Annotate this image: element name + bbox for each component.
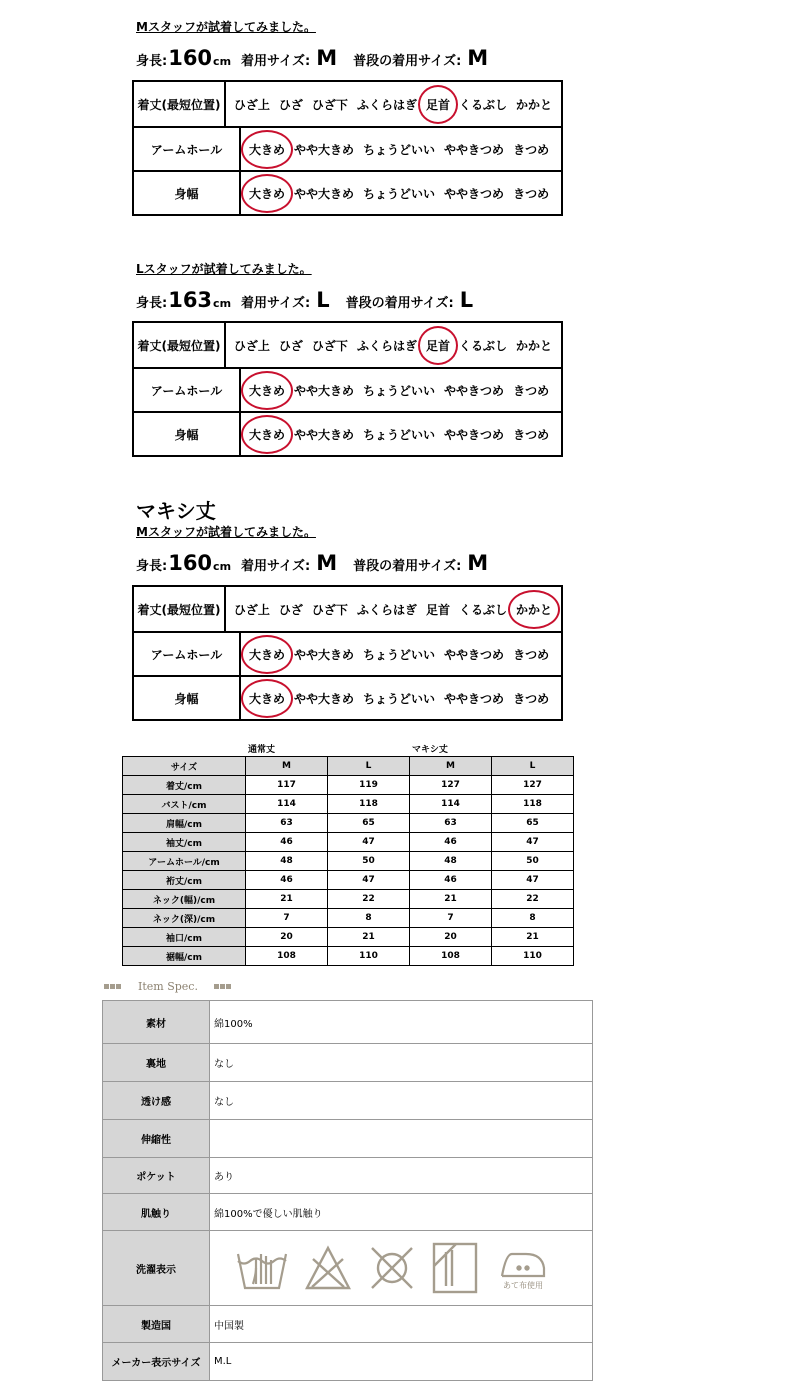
size-group-normal: 通常丈 (248, 745, 276, 755)
size-chart-body (123, 776, 574, 966)
spec-row (103, 1231, 593, 1306)
size-row-label: 袖口/cm (123, 928, 246, 947)
spec-row (103, 1001, 593, 1044)
staff-title: Lスタッフが試着してみました。 (136, 262, 312, 276)
fit-row-label: 着丈(最短位置) (134, 587, 226, 631)
size-header-cell: サイズ (123, 757, 246, 776)
fit-option: きつめ (513, 647, 550, 662)
size-chart-row (123, 909, 574, 928)
maxi-heading: マキシ丈 (136, 499, 216, 523)
size-value-cell: 20 (246, 928, 328, 947)
size-chart-row (123, 776, 574, 795)
fit-row (134, 170, 561, 214)
size-value-cell: 65 (328, 814, 410, 833)
size-label: 着用サイズ: (241, 296, 311, 311)
fit-option: ややきつめ (444, 691, 505, 706)
height-label: 身長: (136, 559, 168, 574)
size-value-cell: 114 (410, 795, 492, 814)
fit-row-label: 着丈(最短位置) (134, 323, 226, 367)
fit-row (134, 126, 561, 170)
size-chart-row (123, 814, 574, 833)
spec-row (103, 1306, 593, 1343)
size-value-cell: 46 (246, 833, 328, 852)
fit-row (134, 82, 561, 126)
fit-option: ひざ下 (311, 338, 348, 353)
size-value-cell: 20 (410, 928, 492, 947)
fit-option-selected: 大きめ (249, 427, 286, 442)
fit-option: ちょうどいい (363, 186, 436, 201)
usual-size-value: M (467, 46, 489, 70)
size-value-cell: 46 (410, 833, 492, 852)
spec-row (103, 1343, 593, 1381)
size-row-label: バスト/cm (123, 795, 246, 814)
fit-row (134, 587, 561, 631)
size-chart-row (123, 928, 574, 947)
fit-option: ひざ下 (311, 97, 348, 112)
fit-option: くるぶし (458, 602, 507, 617)
size-row-label: ネック(幅)/cm (123, 890, 246, 909)
line-dry-shade-icon (432, 1242, 478, 1294)
fit-row (134, 631, 561, 675)
fit-table (132, 321, 563, 457)
size-value-cell: 7 (246, 909, 328, 928)
size-row-label: 着丈/cm (123, 776, 246, 795)
spec-value: なし (210, 1082, 593, 1120)
size-value-cell: 47 (328, 833, 410, 852)
no-bleach-icon (304, 1245, 352, 1291)
size-value-cell: 118 (492, 795, 574, 814)
fit-option: やや大きめ (294, 142, 355, 157)
spec-label: 素材 (103, 1001, 210, 1044)
size-value-cell: 118 (328, 795, 410, 814)
fit-option: ひざ (278, 602, 303, 617)
size-chart-header-row (123, 757, 574, 776)
size-header-cell: L (328, 757, 410, 776)
fit-option: きつめ (513, 186, 550, 201)
fit-options (226, 82, 561, 126)
square-icon (104, 984, 109, 989)
usual-size-label: 普段の着用サイズ: (353, 54, 462, 69)
iron-caption: あて布使用 (503, 1280, 543, 1290)
size-value-cell: 48 (410, 852, 492, 871)
measurement-line (136, 288, 474, 312)
size-value-cell: 8 (492, 909, 574, 928)
size-value-cell: 21 (410, 890, 492, 909)
height-label: 身長: (136, 296, 168, 311)
fit-options (241, 633, 561, 675)
size-row-label: 裾幅/cm (123, 947, 246, 966)
fit-option: やや大きめ (294, 691, 355, 706)
size-label: 着用サイズ: (241, 559, 311, 574)
spec-label: ポケット (103, 1158, 210, 1194)
fit-row-label: アームホール (134, 369, 241, 411)
size-value-cell: 46 (410, 871, 492, 890)
hand-wash-icon (236, 1244, 288, 1292)
fit-option-selected: 大きめ (249, 383, 286, 398)
size-value-cell: 114 (246, 795, 328, 814)
spec-row (103, 1158, 593, 1194)
fit-row (134, 675, 561, 719)
spec-label: 透け感 (103, 1082, 210, 1120)
spec-row (103, 1194, 593, 1231)
size-value-cell: 22 (492, 890, 574, 909)
spec-row (103, 1044, 593, 1082)
fit-option: ちょうどいい (363, 427, 436, 442)
fit-row (134, 323, 561, 367)
size-header-cell: M (410, 757, 492, 776)
fit-option: ふくらはぎ (356, 602, 417, 617)
spec-value: あり (210, 1158, 593, 1194)
square-icon (214, 984, 219, 989)
fit-option: くるぶし (458, 338, 507, 353)
usual-size-value: M (467, 551, 489, 575)
fit-option: きつめ (513, 142, 550, 157)
fit-option: 足首 (425, 602, 450, 617)
fit-options (226, 587, 561, 631)
size-chart-table (122, 756, 574, 966)
fit-row-label: 身幅 (134, 677, 241, 719)
size-value-cell: 108 (246, 947, 328, 966)
fit-option: ひざ上 (233, 97, 270, 112)
size-value-cell: 117 (246, 776, 328, 795)
fit-row (134, 367, 561, 411)
size-header-cell: L (492, 757, 574, 776)
fit-option: ひざ (278, 97, 303, 112)
fit-option: ふくらはぎ (356, 338, 417, 353)
spec-value (210, 1120, 593, 1158)
fit-option: ひざ上 (233, 602, 270, 617)
fit-row-label: アームホール (134, 633, 241, 675)
fit-option-selected: 大きめ (249, 142, 286, 157)
spec-label: 伸縮性 (103, 1120, 210, 1158)
height-unit: cm (213, 297, 232, 310)
size-value-cell: 127 (410, 776, 492, 795)
fit-option: きつめ (513, 427, 550, 442)
spec-label: 肌触り (103, 1194, 210, 1231)
iron-low-with-cloth-icon (498, 1246, 548, 1282)
size-value-cell: 50 (328, 852, 410, 871)
square-icon (116, 984, 121, 989)
fit-option: くるぶし (458, 97, 507, 112)
fit-option: ややきつめ (444, 647, 505, 662)
fit-option-selected: 大きめ (249, 647, 286, 662)
size-value-cell: 8 (328, 909, 410, 928)
fit-option-selected: かかと (515, 602, 552, 617)
spec-row (103, 1082, 593, 1120)
size-value-cell: 65 (492, 814, 574, 833)
size-row-label: 肩幅/cm (123, 814, 246, 833)
size-value-cell: 47 (492, 871, 574, 890)
size-row-label: ネック(深)/cm (123, 909, 246, 928)
size-value-cell: 108 (410, 947, 492, 966)
size-chart-row (123, 947, 574, 966)
square-icon (226, 984, 231, 989)
size-value: M (316, 46, 338, 70)
fit-options (241, 677, 561, 719)
fit-option: やや大きめ (294, 186, 355, 201)
square-icon (220, 984, 225, 989)
height-unit: cm (213, 55, 232, 68)
size-value-cell: 110 (328, 947, 410, 966)
fit-table (132, 80, 563, 216)
size-chart-row (123, 795, 574, 814)
fit-option: ふくらはぎ (356, 97, 417, 112)
care-icons-cell (210, 1231, 593, 1306)
fit-options (241, 172, 561, 214)
spec-value: 綿100%で優しい肌触り (210, 1194, 593, 1231)
size-value-cell: 47 (328, 871, 410, 890)
height-label: 身長: (136, 54, 168, 69)
height-value: 160 (168, 551, 213, 575)
size-group-maxi: マキシ丈 (412, 745, 448, 755)
size-label: 着用サイズ: (241, 54, 311, 69)
fit-options (241, 128, 561, 170)
usual-size-label: 普段の着用サイズ: (353, 559, 462, 574)
size-value: L (316, 288, 330, 312)
spec-value: M.L (210, 1343, 593, 1381)
fit-option-selected: 足首 (425, 97, 450, 112)
fit-options (241, 369, 561, 411)
spec-label: 製造国 (103, 1306, 210, 1343)
size-value-cell: 21 (328, 928, 410, 947)
fit-option: きつめ (513, 383, 550, 398)
size-chart-row (123, 852, 574, 871)
size-chart-row (123, 890, 574, 909)
usual-size-value: L (459, 288, 474, 312)
fit-row-label: 身幅 (134, 172, 241, 214)
fit-option: かかと (515, 97, 552, 112)
size-row-label: 裄丈/cm (123, 871, 246, 890)
fit-row-label: アームホール (134, 128, 241, 170)
measurement-line (136, 46, 489, 70)
size-value-cell: 48 (246, 852, 328, 871)
fit-option: やや大きめ (294, 647, 355, 662)
fit-option: やや大きめ (294, 427, 355, 442)
size-value: M (316, 551, 338, 575)
care-icons (210, 1242, 592, 1294)
fit-option: ひざ (278, 338, 303, 353)
item-spec-header (104, 980, 232, 993)
fit-row (134, 411, 561, 455)
fit-table (132, 585, 563, 721)
size-value-cell: 50 (492, 852, 574, 871)
spec-label: 裏地 (103, 1044, 210, 1082)
fit-option: ひざ上 (233, 338, 270, 353)
fit-option: ややきつめ (444, 186, 505, 201)
spec-value: 中国製 (210, 1306, 593, 1343)
size-value-cell: 127 (492, 776, 574, 795)
size-value-cell: 63 (246, 814, 328, 833)
fit-option: ちょうどいい (363, 142, 436, 157)
size-value-cell: 119 (328, 776, 410, 795)
height-unit: cm (213, 560, 232, 573)
fit-option: ややきつめ (444, 142, 505, 157)
fit-option: ひざ下 (311, 602, 348, 617)
square-icon (110, 984, 115, 989)
size-value-cell: 21 (492, 928, 574, 947)
size-chart-row (123, 833, 574, 852)
item-spec-title: Item Spec. (138, 980, 198, 993)
fit-option: ちょうどいい (363, 383, 436, 398)
size-row-label: アームホール/cm (123, 852, 246, 871)
staff-title: Mスタッフが試着してみました。 (136, 20, 316, 34)
spec-label: 洗濯表示 (103, 1231, 210, 1306)
fit-options (241, 413, 561, 455)
fit-option: ややきつめ (444, 427, 505, 442)
iron-group (498, 1246, 548, 1291)
usual-size-label: 普段の着用サイズ: (345, 296, 454, 311)
fit-option: かかと (515, 338, 552, 353)
size-value-cell: 46 (246, 871, 328, 890)
size-value-cell: 63 (410, 814, 492, 833)
fit-option-selected: 足首 (425, 338, 450, 353)
fit-row-label: 身幅 (134, 413, 241, 455)
no-tumble-dry-icon (368, 1244, 416, 1292)
height-value: 160 (168, 46, 213, 70)
spec-value: なし (210, 1044, 593, 1082)
size-value-cell: 21 (246, 890, 328, 909)
spec-value: 綿100% (210, 1001, 593, 1044)
size-chart-row (123, 871, 574, 890)
height-value: 163 (168, 288, 213, 312)
spec-label: メーカー表示サイズ (103, 1343, 210, 1381)
fit-row-label: 着丈(最短位置) (134, 82, 226, 126)
size-row-label: 袖丈/cm (123, 833, 246, 852)
fit-option-selected: 大きめ (249, 186, 286, 201)
fit-option: ややきつめ (444, 383, 505, 398)
staff-title: Mスタッフが試着してみました。 (136, 525, 316, 539)
size-value-cell: 110 (492, 947, 574, 966)
fit-option: やや大きめ (294, 383, 355, 398)
measurement-line (136, 551, 489, 575)
item-spec-table (102, 1000, 593, 1381)
size-value-cell: 47 (492, 833, 574, 852)
spec-row (103, 1120, 593, 1158)
fit-option: きつめ (513, 691, 550, 706)
size-header-cell: M (246, 757, 328, 776)
fit-option: ちょうどいい (363, 647, 436, 662)
size-value-cell: 7 (410, 909, 492, 928)
size-value-cell: 22 (328, 890, 410, 909)
fit-option-selected: 大きめ (249, 691, 286, 706)
fit-options (226, 323, 561, 367)
fit-option: ちょうどいい (363, 691, 436, 706)
